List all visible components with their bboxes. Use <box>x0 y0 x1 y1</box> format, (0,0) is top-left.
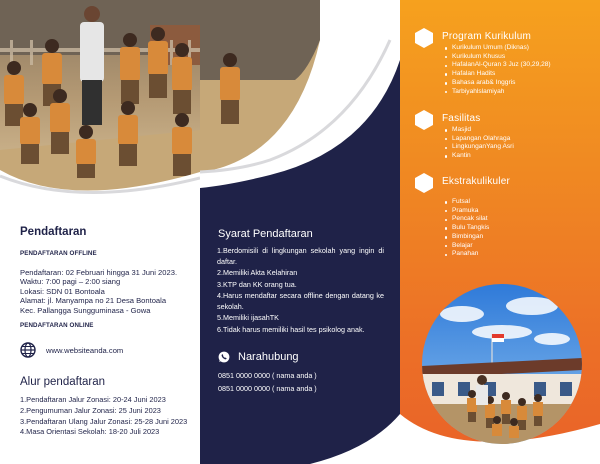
syarat-item: 6.Tidak harus memiliki hasil tes psikolog anak. <box>217 324 365 334</box>
offline-line: Kec. Pallangga Sungguminasa - Gowa <box>20 305 151 315</box>
program-heading: Program Kurikulum <box>442 31 531 42</box>
offline-line: Alamat: jl. Manyampa no 21 Desa Bontoala <box>20 296 167 306</box>
program-item: Bahasa arab& Inggris <box>452 79 551 88</box>
alur-item: 1.Pendaftaran Jalur Zonasi: 20-24 Juni 2023 <box>20 395 166 404</box>
ekstra-item: Belajar <box>452 242 489 251</box>
ekstra-item: Bimbingan <box>452 233 489 242</box>
students-photo <box>0 0 200 200</box>
alur-item: 4.Masa Orientasi Sekolah: 18-20 Juli 2023 <box>20 427 160 437</box>
fasilitas-item: Lapangan Olahraga <box>452 135 514 144</box>
right-panel <box>400 0 600 464</box>
narahubung-row <box>218 351 299 363</box>
syarat-item: 1.Berdomisili di lingkungan sekolah yang ingin di daftar. <box>217 246 384 266</box>
phone-number[interactable]: 0851 0000 0000 ( nama anda ) <box>218 371 317 380</box>
syarat-item: 5.Memiliki ijasahTK <box>217 313 279 322</box>
ekstra-item: Futsal <box>452 198 489 207</box>
program-item: Tarbiyahlslamiyah <box>452 88 551 97</box>
globe-icon <box>20 342 36 358</box>
hexagon-icon <box>415 28 433 48</box>
syarat-list <box>217 246 384 336</box>
left-panel <box>0 0 200 464</box>
pendaftaran-heading: Pendaftaran <box>20 226 87 238</box>
narahubung-heading: Narahubung <box>238 351 299 363</box>
fasilitas-item: Kantin <box>452 152 514 161</box>
fasilitas-list <box>452 126 514 161</box>
ekstra-item: Pramuka <box>452 207 489 216</box>
middle-panel <box>200 0 400 464</box>
ekstra-heading: Ekstrakulikuler <box>442 176 511 187</box>
fasilitas-item: LingkunganYang Asri <box>452 143 514 151</box>
alur-item: 2.Pengumuman Jalur Zonasi: 25 Juni 2023 <box>20 405 161 415</box>
fasilitas-item: Masjid <box>452 126 514 135</box>
alur-heading: Alur pendaftaran <box>20 376 106 388</box>
whatsapp-icon <box>218 351 230 363</box>
alur-item: 3.Pendaftaran Ulang Jalur Zonasi: 25-28 Juni 2023 <box>20 416 188 426</box>
website-link[interactable]: www.websiteanda.com <box>46 345 124 355</box>
website-row[interactable] <box>20 342 123 358</box>
phone-list <box>218 370 317 395</box>
syarat-item: 2.Memiliki Akta Kelahiran <box>217 268 298 277</box>
hexagon-icon <box>415 173 433 193</box>
ekstra-item: Pencak silat <box>452 215 488 223</box>
mid-bottom-wave <box>200 404 400 464</box>
offline-subheading: PENDAFTARAN OFFLINE <box>20 250 97 257</box>
ekstra-list <box>452 198 489 259</box>
program-list <box>452 44 551 96</box>
offline-info <box>20 268 177 315</box>
syarat-heading: Syarat Pendaftaran <box>218 228 313 240</box>
syarat-item: 3.KTP dan KK orang tua. <box>217 279 297 289</box>
fasilitas-heading: Fasilitas <box>442 113 481 124</box>
alur-list <box>20 395 187 438</box>
program-item: Kurikulum Umum (Diknas) <box>452 44 551 53</box>
offline-line: Waktu: 7:00 pagi – 2:00 siang <box>20 277 121 287</box>
hexagon-icon <box>415 110 433 130</box>
ekstra-item: Bulu Tangkis <box>452 224 490 232</box>
program-item: Hafalan Hadits <box>452 70 551 79</box>
mid-top-wave <box>200 0 400 210</box>
program-item: Kurikulum Khusus <box>452 53 551 62</box>
phone-number[interactable]: 0851 0000 0000 ( nama anda ) <box>218 383 317 393</box>
online-subheading: PENDAFTARAN ONLINE <box>20 322 94 329</box>
syarat-item: 4.Harus mendaftar secara offline dengan datang ke sekolah. <box>217 291 384 311</box>
offline-line: Lokasi: SDN 01 Bontoala <box>20 286 105 296</box>
program-item: HafalanAl-Quran 3 Juz (30,29,28) <box>452 61 551 69</box>
ekstra-item: Panahan <box>452 250 489 259</box>
school-photo <box>422 284 582 444</box>
offline-line: Pendaftaran: 02 Februari hingga 31 Juni 2023. <box>20 268 178 277</box>
